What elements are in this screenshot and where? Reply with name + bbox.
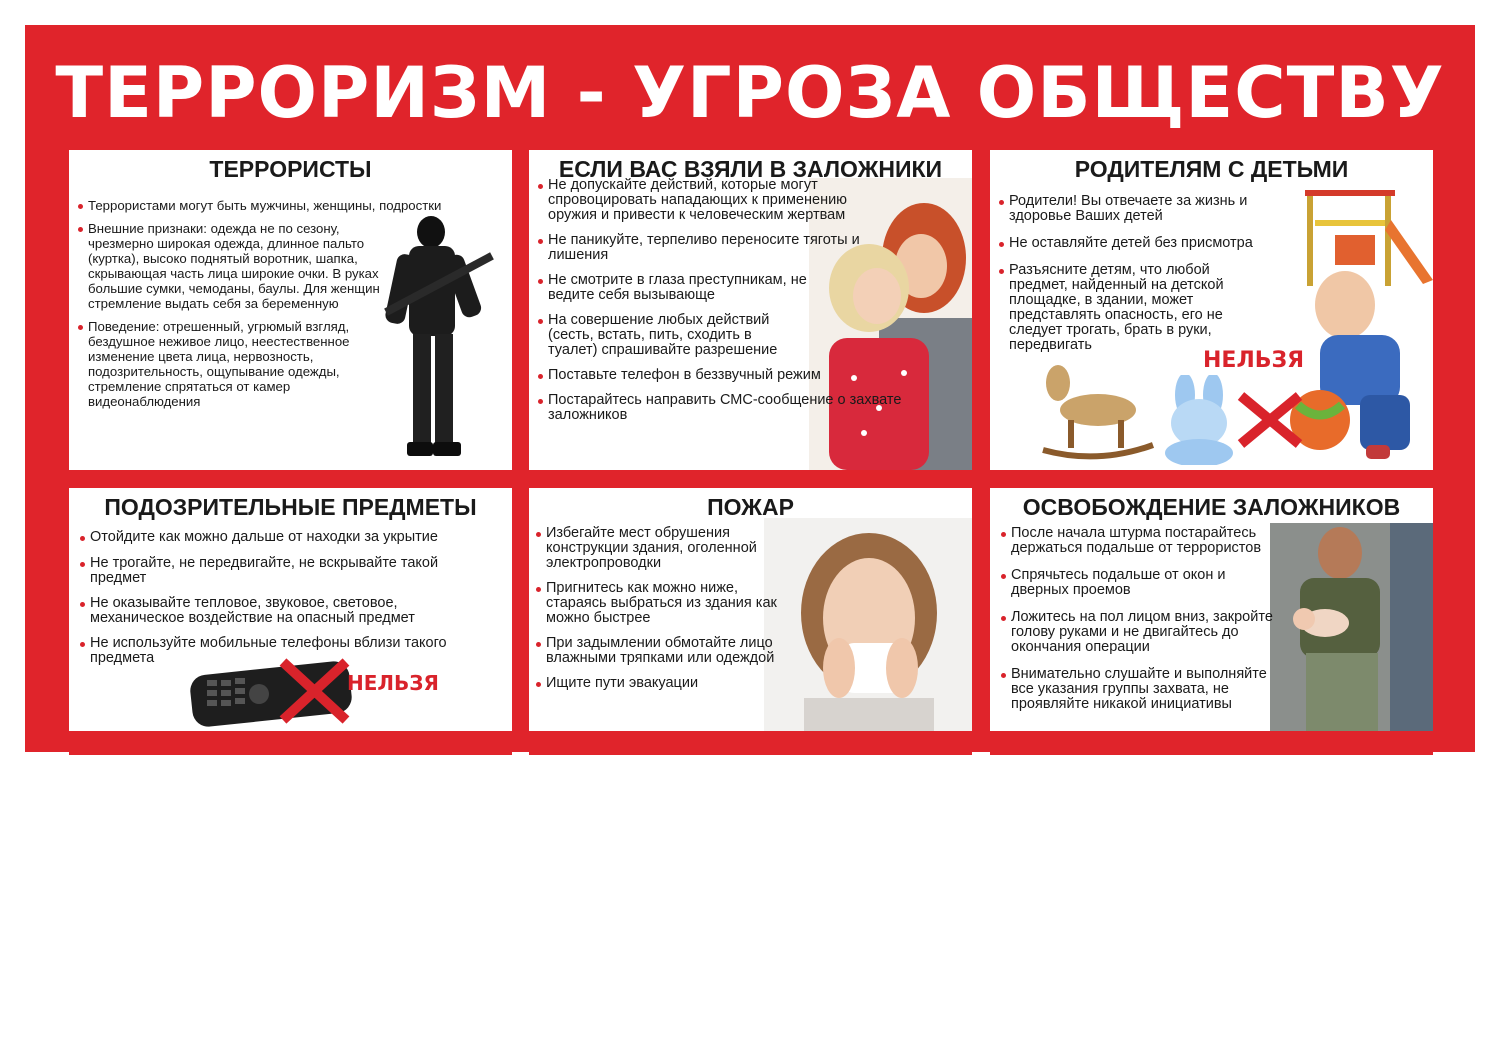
panel-terrorists — [69, 150, 512, 470]
toy-bunny-image — [1155, 375, 1245, 465]
poster-edge — [529, 752, 972, 755]
poster-edge — [69, 752, 512, 755]
forbidden-label: НЕЛЬЗЯ — [347, 671, 439, 695]
red-cross-icon — [1235, 390, 1305, 450]
rocking-horse-image — [1038, 355, 1158, 460]
panel-parents — [990, 150, 1433, 470]
panel-release — [990, 488, 1433, 731]
person-covering-face-image — [764, 518, 972, 731]
list-item: Поставьте телефон в беззвучный режим — [537, 368, 937, 383]
panel-suspicious — [69, 488, 512, 731]
bullet-list — [998, 194, 1288, 353]
list-item: После начала штурма постарайтесь держаться подальше от террористов — [1000, 526, 1290, 556]
list-item: Пригнитесь как можно ниже, стараясь выбраться из здания как можно быстрее — [535, 581, 785, 626]
bullet-list — [537, 178, 937, 423]
panel-title: РОДИТЕЛЯМ С ДЕТЬМИ — [1074, 156, 1349, 182]
list-item: Спрячьтесь подальше от окон и дверных проемов — [1000, 568, 1251, 598]
rescue-soldier-image — [1270, 523, 1433, 731]
list-item: Разъясните детям, что любой предмет, найденный на детской площадке, в здании, может представлять опасность, его не следует трогать, брать в руки, передвигать — [998, 263, 1269, 353]
poster-edge — [990, 752, 1433, 755]
list-item: Не оказывайте тепловое, звуковое, световое, механическое воздействие на опасный предмет — [79, 596, 470, 626]
list-item: Избегайте мест обрушения конструкции здания, оголенной электропроводки — [535, 526, 785, 571]
list-item: Родители! Вы отвечаете за жизнь и здоровье Ваших детей — [998, 194, 1288, 224]
poster — [25, 25, 1475, 752]
list-item: Ищите пути эвакуации — [535, 676, 785, 691]
list-item: Внимательно слушайте и выполняйте все указания группы захвата, не проявляйте никакой инициативы — [1000, 667, 1290, 712]
list-item: Не оставляйте детей без присмотра — [998, 236, 1288, 251]
baby-playing-ball-image — [1290, 265, 1430, 470]
list-item: Внешние признаки: одежда не по сезону, чрезмерно широкая одежда, длинное пальто (куртка), высоко поднятый воротник, шапка, скрывающая часть лица широкие очки. В руках большие сумки, чемоданы, баулы. Для женщин стремление выдать себя за беременную — [77, 221, 388, 311]
panel-title: ТЕРРОРИСТЫ — [209, 156, 372, 182]
panel-title: ПОЖАР — [707, 494, 794, 520]
list-item: Не допускайте действий, которые могут спровоцировать нападающих к применению оружия и привести к человеческим жертвам — [537, 178, 898, 223]
poster-title: ТЕРРОРИЗМ - УГРОЗА ОБЩЕСТВУ — [55, 52, 1445, 134]
panel-title: ПОДОЗРИТЕЛЬНЫЕ ПРЕДМЕТЫ — [104, 494, 477, 520]
list-item: Не используйте мобильные телефоны вблизи такого предмета — [79, 636, 505, 666]
list-item: При задымлении обмотайте лицо влажными тряпками или одеждой — [535, 636, 785, 666]
list-item: Террористами могут быть мужчины, женщины, подростки — [77, 198, 507, 213]
list-item: Не трогайте, не передвигайте, не вскрывайте такой предмет — [79, 556, 495, 586]
bullet-list — [77, 198, 507, 409]
list-item: На совершение любых действий (сесть, встать, пить, сходить в туалет) спрашивайте разрешение — [537, 313, 798, 358]
list-item: Ложитесь на пол лицом вниз, закройте голову руками и не двигайтесь до окончания операции — [1000, 610, 1290, 655]
panel-title: ЕСЛИ ВАС ВЗЯЛИ В ЗАЛОЖНИКИ — [558, 156, 943, 182]
panel-hostages — [529, 150, 972, 470]
list-item: Не паникуйте, терпеливо переносите тяготы и лишения — [537, 233, 868, 263]
red-cross-icon — [277, 656, 352, 726]
list-item: Не смотрите в глаза преступникам, не ведите себя вызывающе — [537, 273, 848, 303]
bullet-list — [79, 530, 504, 666]
panel-title: ОСВОБОЖДЕНИЕ ЗАЛОЖНИКОВ — [1022, 494, 1401, 520]
forbidden-label: НЕЛЬЗЯ — [1203, 348, 1305, 373]
list-item: Отойдите как можно дальше от находки за укрытие — [79, 530, 504, 545]
list-item: Поведение: отрешенный, угрюмый взгляд, бездушное неживое лицо, неестественное изменение цвета лица, нервозность, подозрительность, ощупывание одежды, стремление спрятаться от камер видеонаблюдения — [77, 319, 398, 409]
panel-fire — [529, 488, 972, 731]
bullet-list — [535, 526, 785, 691]
bullet-list — [1000, 526, 1290, 712]
list-item: Постарайтесь направить СМС-сообщение о захвате заложников — [537, 393, 972, 423]
